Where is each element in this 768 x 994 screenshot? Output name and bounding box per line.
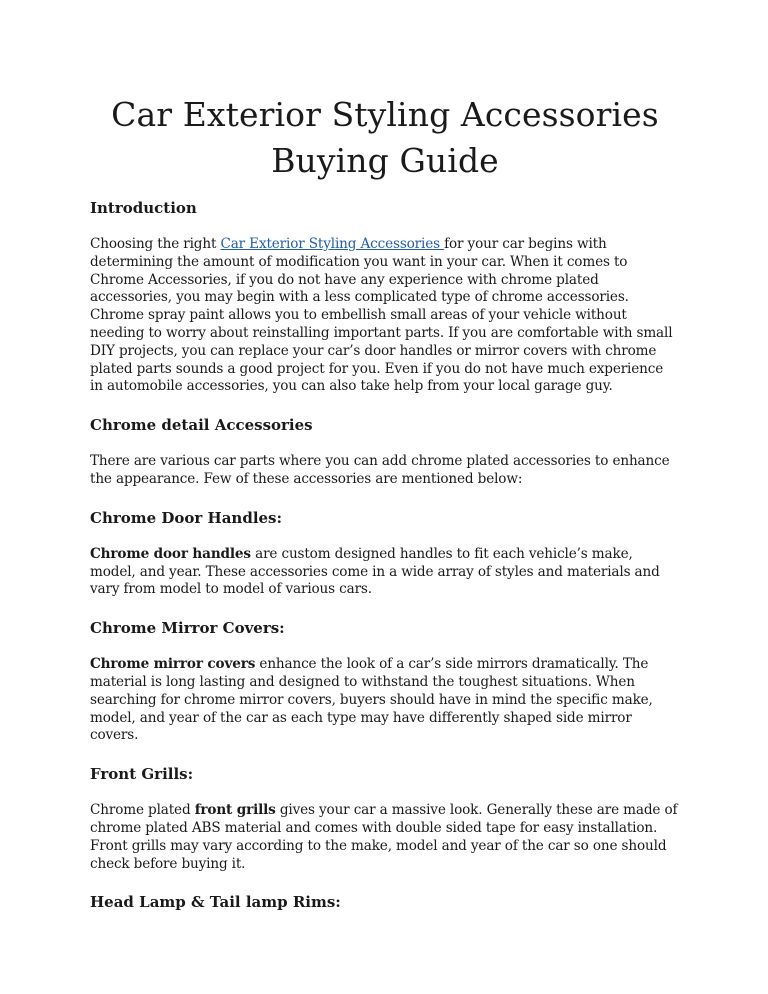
- heading-chrome-detail: Chrome detail Accessories: [90, 416, 313, 435]
- heading-door-handles: Chrome Door Handles:: [90, 508, 283, 527]
- car-exterior-accessories-link[interactable]: Car Exterior Styling Accessories: [220, 236, 445, 252]
- heading-mirror-covers: Chrome Mirror Covers:: [90, 619, 285, 638]
- mirror-covers-text: enhance the look of a car’s side mirrors dramatically. The material is long lasting and designed to withstand the toughest situations. When searching for chrome mirror covers, buyers should have in mind the specific make, model, and year of the car as each type may have differently shaped side mirror covers.: [90, 656, 653, 744]
- front-grills-text-end: gives your car a massive look. Generally these are made of chrome plated ABS material and comes with double sided tape for easy installation. Front grills may vary according to the make, model and year of the car so one should check before buying it.: [90, 802, 678, 872]
- document-title: [90, 92, 680, 184]
- heading-lamp-rims: Head Lamp & Tail lamp Rims:: [90, 893, 341, 912]
- heading-introduction: Introduction: [90, 199, 197, 217]
- paragraph-door-handles: [90, 546, 680, 599]
- intro-text-end: for your car begins with determining the amount of modification you want in your car. When it comes to Chrome Accessories, if you do not have any experience with chrome plated accessories, you may begin with a less complicated type of chrome accessories. Chrome spray paint allows you to embellish small areas of your vehicle without needing to worry about reinstalling important parts. If you are comfortable with small DIY projects, you can replace your car’s door handles or mirror covers with chrome plated parts sounds a good project for you. Even if you do not have much experience in automobile accessories, you can also take help from your local garage guy.: [90, 236, 673, 395]
- title-line-2: Buying Guide: [271, 141, 499, 180]
- door-handles-text: are custom designed handles to fit each vehicle’s make, model, and year. These accessories come in a wide array of styles and materials and vary from model to model of various cars.: [90, 545, 660, 598]
- intro-text-start: Choosing the right: [90, 236, 221, 252]
- paragraph-introduction: [90, 236, 680, 396]
- mirror-covers-bold: Chrome mirror covers: [90, 656, 256, 673]
- front-grills-bold: front grills: [194, 802, 276, 819]
- front-grills-text-start: Chrome plated: [90, 802, 195, 819]
- paragraph-chrome-detail: There are various car parts where you can add chrome plated accessories to enhance the appearance. Few of these accessories are mentioned below:: [90, 453, 670, 487]
- heading-front-grills: Front Grills:: [90, 765, 194, 784]
- paragraph-front-grills: [90, 802, 680, 873]
- title-line-1: Car Exterior Styling Accessories: [111, 95, 659, 134]
- paragraph-mirror-covers: [90, 656, 680, 745]
- door-handles-bold: Chrome door handles: [90, 545, 251, 562]
